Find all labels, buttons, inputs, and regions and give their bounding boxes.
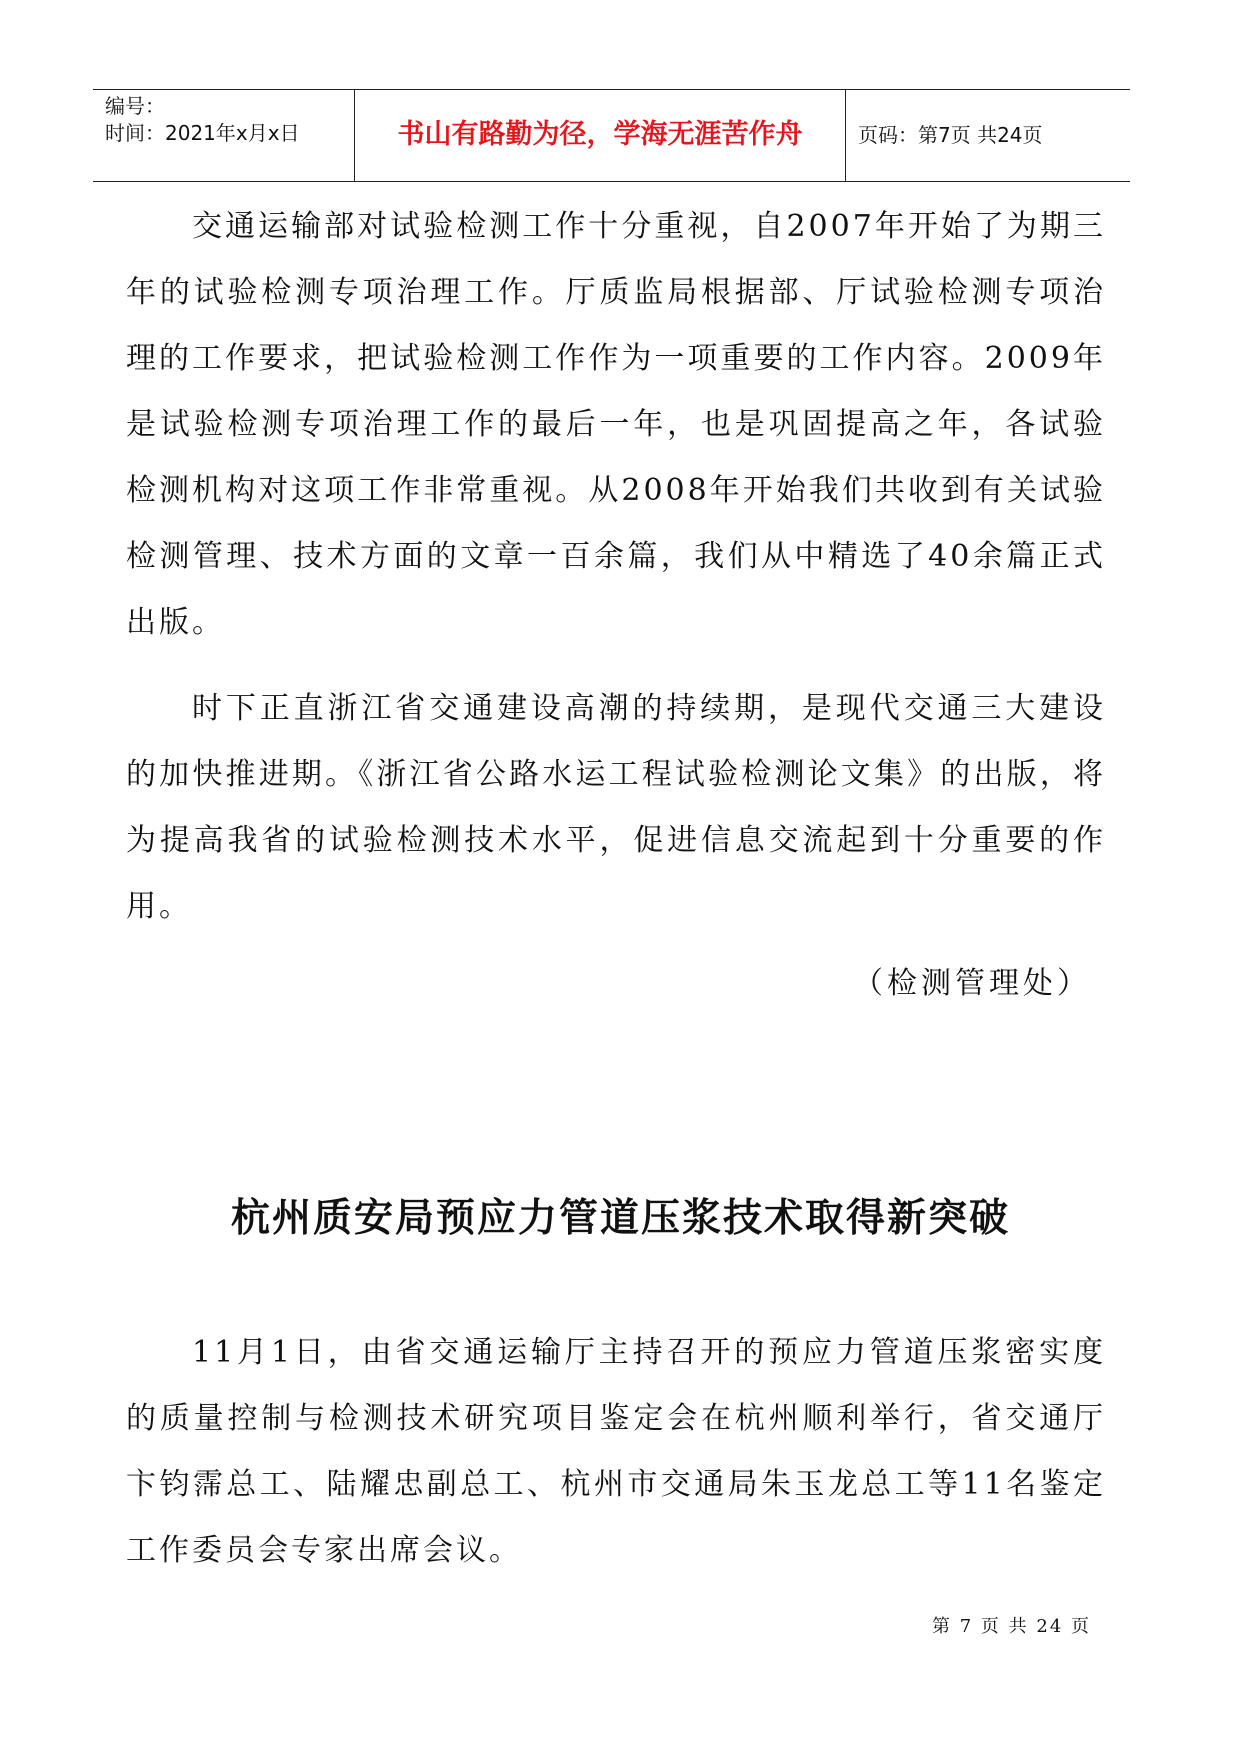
header-page-number: 页码：第7页 共24页 xyxy=(858,123,1043,147)
article-2-paragraph-1: 11月1日，由省交通运输厅主持召开的预应力管道压浆密实度的质量控制与检测技术研究项目鉴定会在杭州顺利举行，省交通厅卞钧霈总工、陆耀忠副总工、杭州市交通局朱玉龙总工等11名鉴定工作委员会专家出席会议。 xyxy=(126,1335,1106,1568)
article-2-title: 杭州质安局预应力管道压浆技术取得新突破 xyxy=(230,1196,1010,1241)
document-number-label: 编号： xyxy=(105,94,165,118)
article-2-body xyxy=(126,1320,1106,1584)
header-left-cell xyxy=(93,90,355,181)
header-motto: 书山有路勤为径，学海无涯苦作舟 xyxy=(397,119,803,150)
header-right-cell xyxy=(846,90,1130,181)
article-1-paragraph-2: 时下正直浙江省交通建设高潮的持续期，是现代交通三大建设的加快推进期。《浙江省公路水运工程试验检测论文集》的出版，将为提高我省的试验检测技术水平，促进信息交流起到十分重要的作用。 xyxy=(126,691,1106,924)
header-table xyxy=(93,89,1130,182)
article-1-body xyxy=(126,194,1106,940)
article-1-signature: （检测管理处） xyxy=(853,966,1091,1001)
document-time-label: 时间：2021年x月x日 xyxy=(105,121,300,145)
article-1-paragraph-1: 交通运输部对试验检测工作十分重视，自2007年开始了为期三年的试验检测专项治理工作。厅质监局根据部、厅试验检测专项治理的工作要求，把试验检测工作作为一项重要的工作内容。2009年是试验检测专项治理工作的最后一年，也是巩固提高之年，各试验检测机构对这项工作非常重视。从2008年开始我们共收到有关试验检测管理、技术方面的文章一百余篇，我们从中精选了40余篇正式出版。 xyxy=(126,209,1106,640)
header-middle-cell xyxy=(355,90,846,181)
page-footer: 第 7 页 共 24 页 xyxy=(932,1616,1091,1637)
